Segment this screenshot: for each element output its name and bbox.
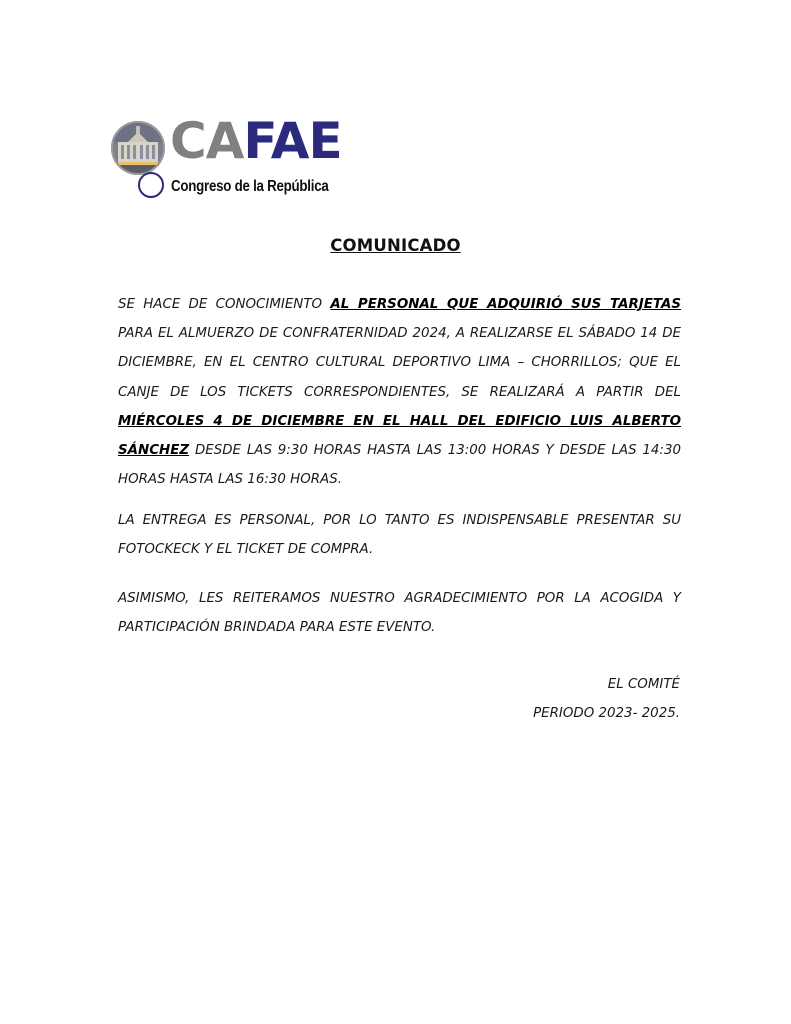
document-heading: COMUNICADO <box>330 236 461 255</box>
cafae-logo <box>110 112 342 208</box>
cafae-wordmark <box>170 112 342 170</box>
wordmark-ca: CA <box>170 112 244 170</box>
paragraph-announcement <box>118 290 681 494</box>
wordmark-fae: FAE <box>243 112 342 170</box>
logo-subtitle: Congreso de la República <box>171 178 329 195</box>
signature-committee: EL COMITÉ <box>607 677 680 692</box>
p1-text-e: DESDE LAS 9:30 HORAS HASTA LAS 13:00 HORAS Y DESDE LAS 14:30 HORAS HASTA LAS 16:30 HORAS. <box>118 443 681 488</box>
p1-emphasis-audience: AL PERSONAL QUE ADQUIRIÓ SUS TARJETAS <box>330 297 681 312</box>
signature-block <box>533 670 680 728</box>
paragraph-thanks: ASIMISMO, LES REITERAMOS NUESTRO AGRADECIMIENTO POR LA ACOGIDA Y PARTICIPACIÓN BRINDADA PARA ESTE EVENTO. <box>118 591 681 636</box>
p1-text-a: SE HACE DE CONOCIMIENTO <box>118 297 331 312</box>
congress-building-seal <box>110 120 166 176</box>
p1-emphasis-date-place: MIÉRCOLES 4 DE DICIEMBRE EN EL HALL DEL EDIFICIO LUIS ALBERTO SÁNCHEZ <box>118 413 681 459</box>
logo-ring <box>138 172 164 198</box>
paragraph-delivery: LA ENTREGA ES PERSONAL, POR LO TANTO ES INDISPENSABLE PRESENTAR SU FOTOCKECK Y EL TICKET DE COMPRA. <box>118 513 681 558</box>
p1-text-c: PARA EL ALMUERZO DE CONFRATERNIDAD 2024, A REALIZARSE EL SÁBADO 14 DE DICIEMBRE, EN EL CENTRO CULTURAL DEPORTIVO LIMA – CHORRILLOS; QUE EL CANJE DE LOS TICKETS CORRESPONDIENTES, SE REALIZARÁ A PARTIR DEL <box>118 326 681 400</box>
signature-period: PERIODO 2023- 2025. <box>533 706 680 721</box>
